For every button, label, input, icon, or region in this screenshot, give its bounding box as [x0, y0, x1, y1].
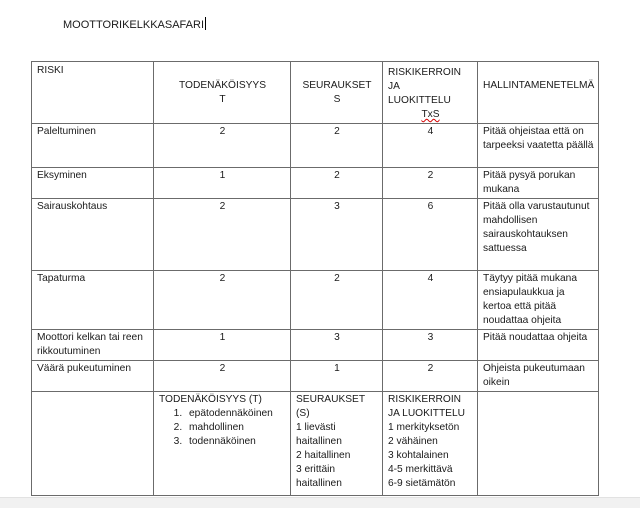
- window-bottom-strip: [0, 497, 640, 508]
- control-cell: Pitää pysyä porukan mukana: [478, 168, 599, 199]
- probability-cell: 2: [154, 124, 291, 168]
- consequence-cell: 3: [291, 199, 383, 271]
- header-control-label: HALLINTAMENETELMÄ: [483, 80, 595, 91]
- risk-factor-cell: 6: [383, 199, 478, 271]
- table-row: [32, 199, 599, 271]
- legend-risk-factor-item: 2 vähäinen: [388, 436, 438, 447]
- consequence-cell: 3: [291, 330, 383, 361]
- probability-cell: 2: [154, 361, 291, 392]
- legend-probability-item: 1. epätodennäköinen: [185, 407, 286, 421]
- risk-factor-cell: 4: [383, 271, 478, 330]
- risk-factor-cell: 4: [383, 124, 478, 168]
- legend-consequences-title: SEURAUKSET (S): [296, 394, 365, 419]
- risk-cell: Eksyminen: [32, 168, 154, 199]
- header-cell-consequences: [291, 62, 383, 124]
- legend-probability-item: 3. todennäköinen: [185, 435, 286, 449]
- risk-factor-cell: 2: [383, 168, 478, 199]
- legend-risk-factor-item: 3 kohtalainen: [388, 450, 449, 461]
- text-cursor: [205, 17, 206, 30]
- legend-risk-factor-item: 1 merkityksetön: [388, 422, 460, 433]
- legend-empty-cell: [32, 392, 154, 496]
- control-cell: Pitää olla varustautunut mahdollisen sairauskohtauksen sattuessa: [478, 199, 599, 271]
- header-cell-risk-factor: [383, 62, 478, 124]
- table-row: [32, 330, 599, 361]
- header-probability-label: TODENÄKÖISYYS: [179, 80, 266, 91]
- risk-cell: Moottori kelkan tai reen rikkoutuminen: [32, 330, 154, 361]
- control-cell: Pitää ohjeistaa että on tarpeeksi vaatetta päällä: [478, 124, 599, 168]
- legend-risk-factor-title: RISKIKERROIN JA LUOKITTELU: [388, 394, 465, 419]
- probability-cell: 2: [154, 271, 291, 330]
- header-risk-factor-label: RISKIKERROIN JA: [388, 67, 462, 92]
- legend-probability-cell: [154, 392, 291, 496]
- consequence-cell: 2: [291, 271, 383, 330]
- risk-factor-cell: 2: [383, 361, 478, 392]
- header-cell-risk: [32, 62, 154, 124]
- header-risk-label: RISKI: [37, 65, 64, 76]
- header-consequences-label: SEURAUKSET: [302, 80, 372, 91]
- legend-consequences-cell: [291, 392, 383, 496]
- risk-assessment-table: [31, 61, 599, 496]
- header-probability-symbol: T: [219, 94, 226, 105]
- header-risk-factor-classification: LUOKITTELU: [388, 95, 451, 106]
- risk-cell: Väärä pukeutuminen: [32, 361, 154, 392]
- consequence-cell: 2: [291, 124, 383, 168]
- control-cell: Pitää noudattaa ohjeita: [478, 330, 599, 361]
- header-risk-factor-formula: TxS: [421, 109, 440, 120]
- risk-cell: Paleltuminen: [32, 124, 154, 168]
- legend-risk-factor-cell: [383, 392, 478, 496]
- legend-probability-item: 2. mahdollinen: [185, 421, 286, 435]
- consequence-cell: 2: [291, 168, 383, 199]
- legend-row: [32, 392, 599, 496]
- header-cell-probability: [154, 62, 291, 124]
- table-header-row: [32, 62, 599, 124]
- legend-probability-list: [159, 407, 286, 449]
- risk-cell: Sairauskohtaus: [32, 199, 154, 271]
- table-row: [32, 124, 599, 168]
- legend-risk-factor-item: 6-9 sietämätön: [388, 478, 456, 489]
- risk-factor-cell: 3: [383, 330, 478, 361]
- legend-consequences-item: 2 haitallinen: [296, 450, 351, 461]
- probability-cell: 2: [154, 199, 291, 271]
- control-cell: Ohjeista pukeutumaan oikein: [478, 361, 599, 392]
- header-consequences-symbol: S: [333, 94, 341, 105]
- document-title-text: MOOTTORIKELKKASAFARI: [63, 19, 204, 31]
- probability-cell: 1: [154, 330, 291, 361]
- legend-control-cell: [478, 392, 599, 496]
- risk-cell: Tapaturma: [32, 271, 154, 330]
- consequence-cell: 1: [291, 361, 383, 392]
- header-cell-control: [478, 62, 599, 124]
- probability-cell: 1: [154, 168, 291, 199]
- legend-consequences-item: 1 lievästi haitallinen: [296, 422, 342, 447]
- table-row: [32, 271, 599, 330]
- legend-risk-factor-item: 4-5 merkittävä: [388, 464, 453, 475]
- table-row: [32, 361, 599, 392]
- control-cell: Täytyy pitää mukana ensiapulaukkua ja kertoa että pitää noudattaa ohjeita: [478, 271, 599, 330]
- legend-probability-title: TODENÄKÖISYYS (T): [159, 394, 262, 405]
- table-row: [32, 168, 599, 199]
- document-title[interactable]: [63, 17, 206, 31]
- legend-consequences-item: 3 erittäin haitallinen: [296, 464, 342, 489]
